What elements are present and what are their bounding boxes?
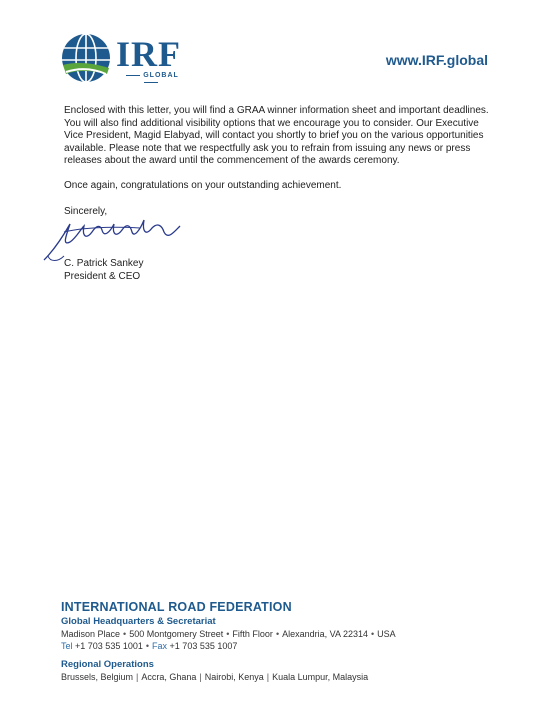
address-part: USA (377, 629, 396, 639)
office-location: Brussels, Belgium (61, 672, 134, 682)
signer-name: C. Patrick Sankey (64, 258, 144, 269)
letter-closing: Sincerely, (64, 206, 108, 217)
fax-number: +1 703 535 1007 (169, 641, 238, 651)
headquarters-title: Global Headquarters & Secretariat (61, 616, 216, 627)
logo-wordmark: IRF (116, 34, 181, 74)
irf-logo (60, 32, 190, 84)
logo-subtext: GLOBAL (116, 72, 186, 86)
regional-offices: Brussels, Belgium | Accra, Ghana | Nairobi, Kenya | Kuala Lumpur, Malaysia (61, 672, 369, 682)
tel-label: Tel (61, 641, 73, 651)
letterhead-footer (61, 600, 501, 682)
office-location: Accra, Ghana (141, 672, 197, 682)
office-location: Kuala Lumpur, Malaysia (272, 672, 369, 682)
signer-block (64, 258, 143, 283)
headquarters-address: Madison Place • 500 Montgomery Street • Fifth Floor • Alexandria, VA 22314 • USA (61, 629, 396, 639)
office-location: Nairobi, Kenya (204, 672, 264, 682)
address-part: Fifth Floor (232, 629, 273, 639)
fax-label: Fax (152, 641, 168, 651)
contact-numbers: Tel +1 703 535 1001 • Fax +1 703 535 1007 (61, 641, 238, 651)
tel-number: +1 703 535 1001 (75, 641, 143, 651)
address-part: Alexandria, VA 22314 (282, 629, 368, 639)
organization-name: INTERNATIONAL ROAD FEDERATION (61, 600, 292, 614)
address-part: 500 Montgomery Street (129, 629, 224, 639)
letter-body (64, 105, 494, 205)
website-link[interactable]: www.IRF.global (385, 52, 488, 68)
irf-globe-road-icon (60, 32, 112, 84)
signer-title: President & CEO (64, 270, 141, 282)
address-part: Madison Place (61, 629, 121, 639)
regional-operations-title: Regional Operations (61, 659, 154, 670)
letter-paragraph: Once again, congratulations on your outstanding achievement. (64, 179, 342, 191)
letter-paragraph: Enclosed with this letter, you will find a GRAA winner information sheet and important deadlines. You will also find additional visibility options that we encourage you to consider. Our Executive Vice President, Magid Elabyad, will contact you shortly to brief you on the various opportunities available. Please note that we respectfully ask you to refrain from issuing any news or press releases about the award until the commencement of the awards ceremony. (64, 105, 489, 167)
handwritten-signature (40, 212, 185, 264)
